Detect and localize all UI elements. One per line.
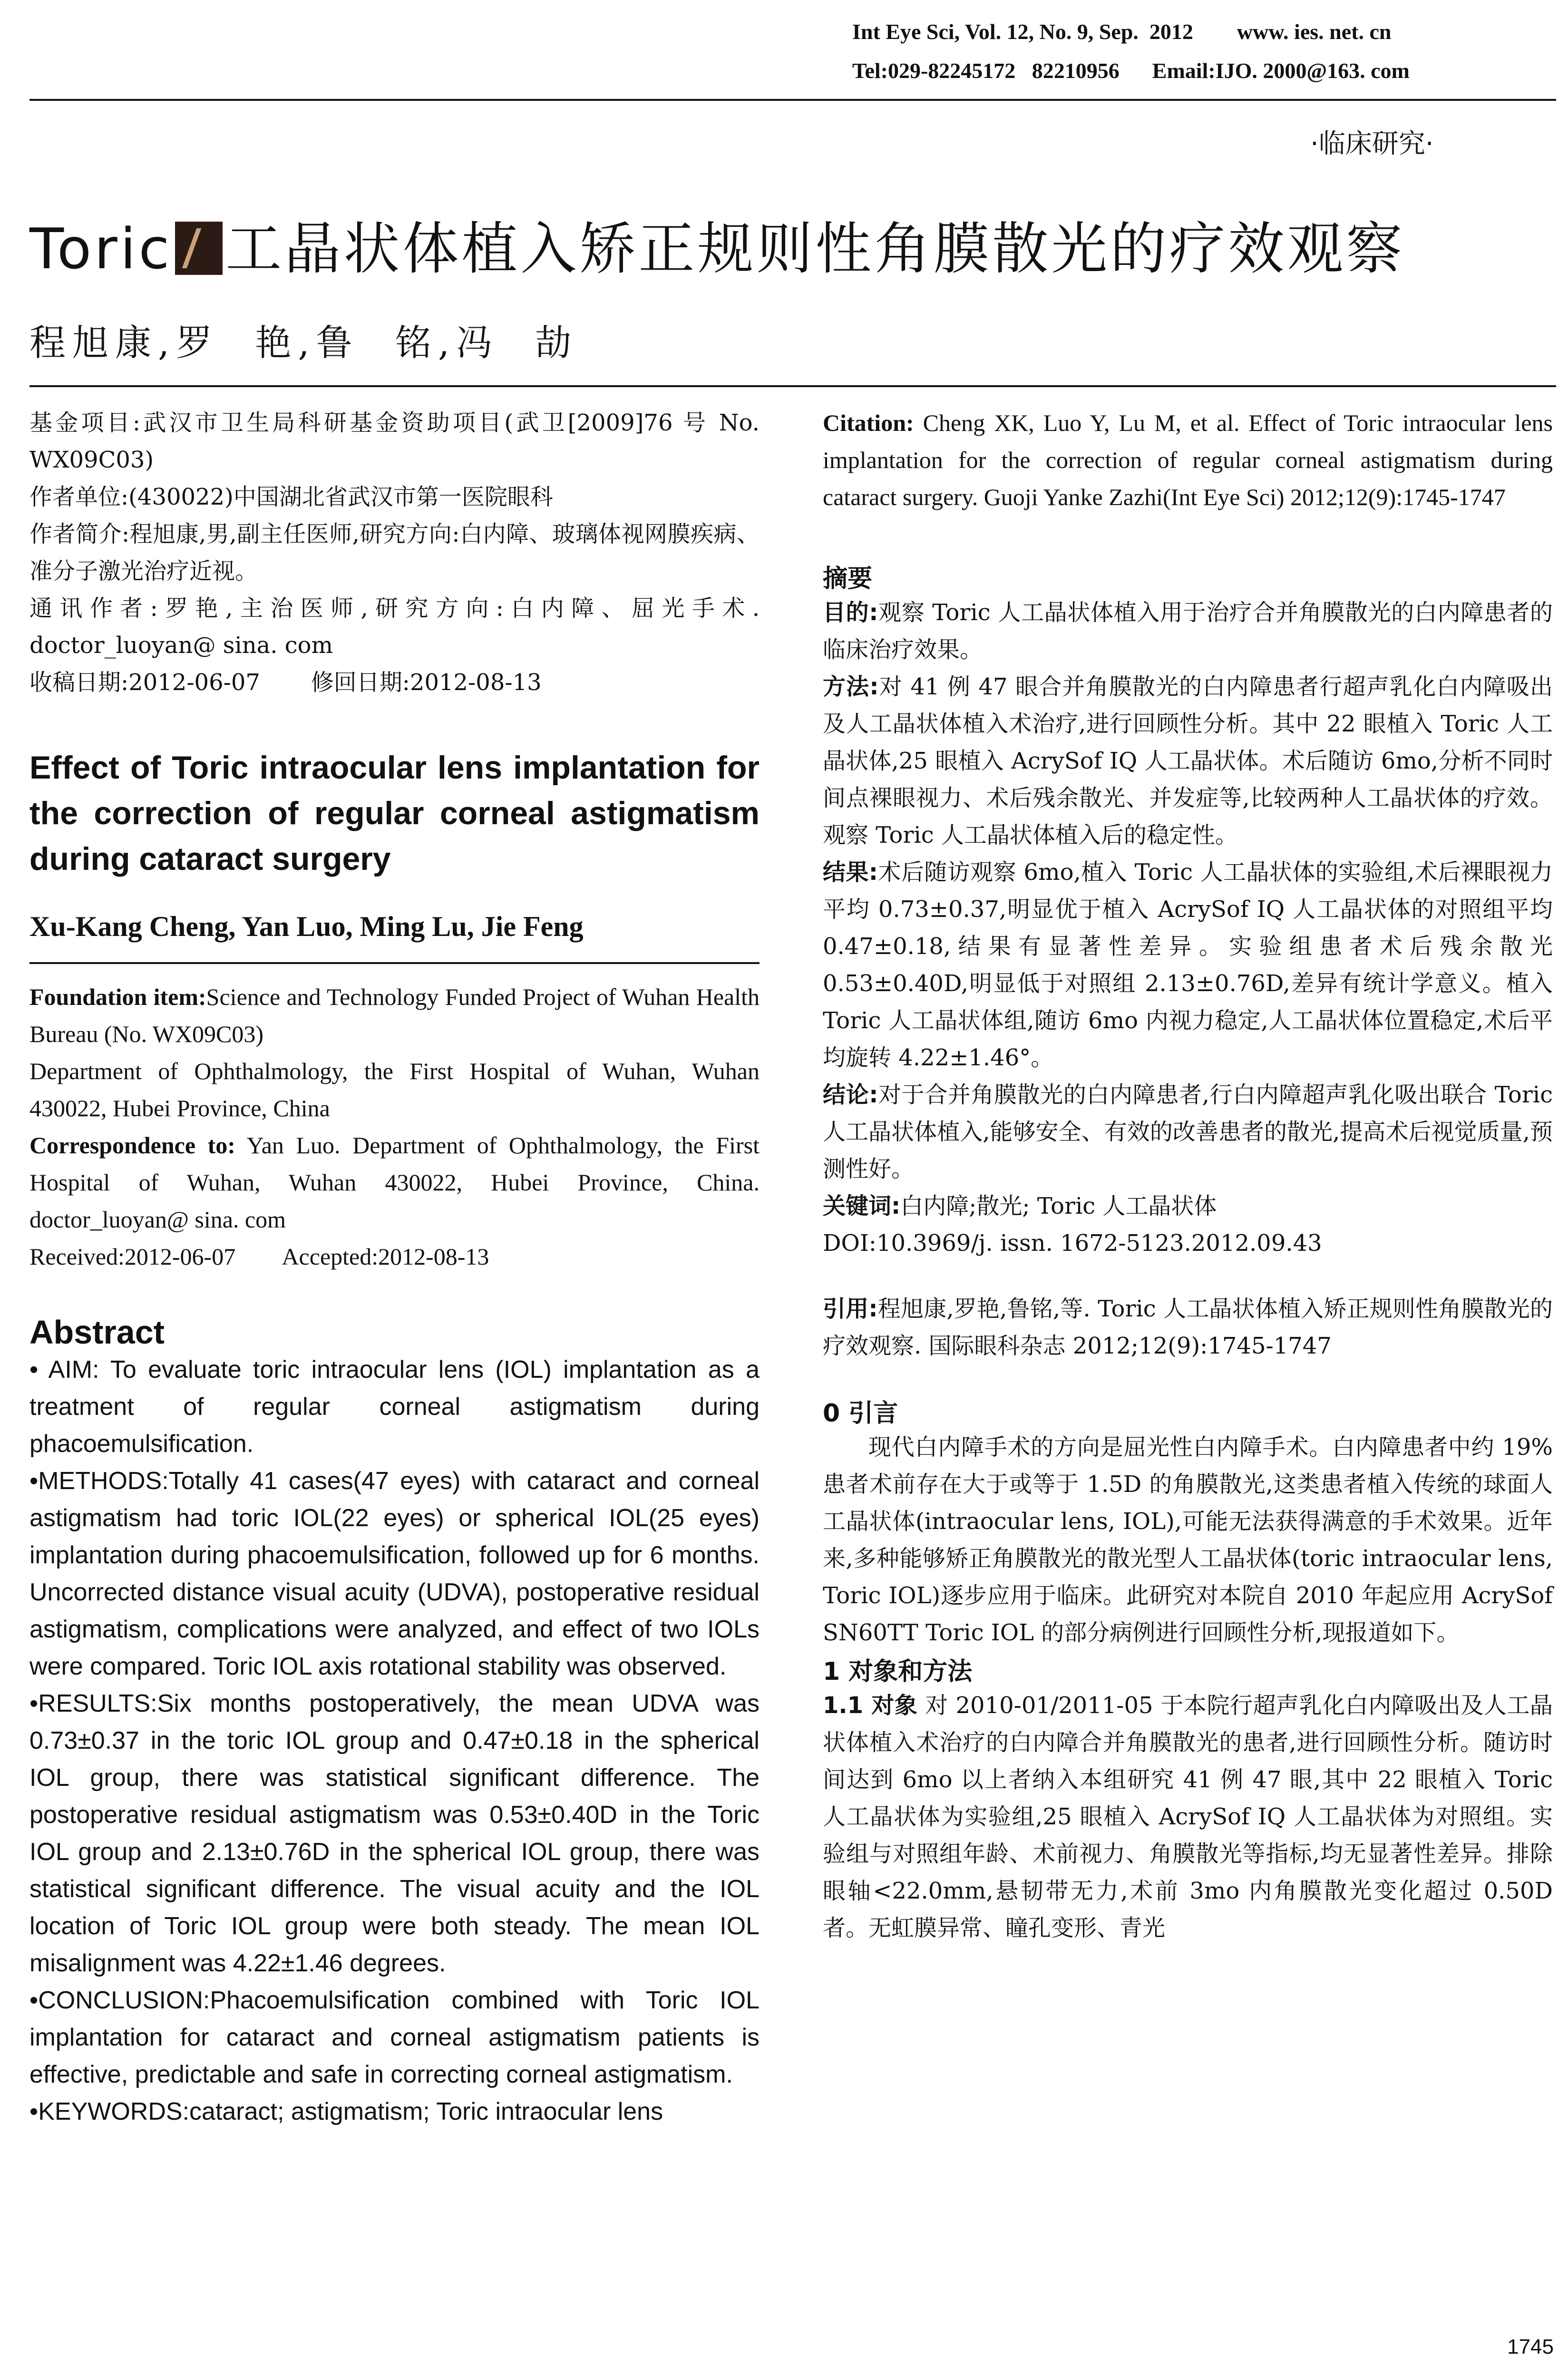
header-rule — [29, 99, 1556, 101]
doi: DOI:10.3969/j. issn. 1672-5123.2012.09.43 — [823, 1230, 1322, 1257]
abstract-keywords: •KEYWORDS:cataract; astigmatism; Toric intraocular lens — [29, 2098, 663, 2125]
received-accepted: Received:2012-06-07 Accepted:2012-08-13 — [29, 1243, 489, 1270]
left-column — [29, 404, 760, 2130]
section-label: ·临床研究· — [1310, 128, 1434, 159]
abstract-heading: Abstract — [29, 1314, 165, 1351]
fund-info: 基金项目:武汉市卫生局科研基金资助项目(武卫[2009]76 号 No. WX09C03) — [29, 409, 760, 473]
english-title: Effect of Toric intraocular lens implantation for the correction of regular corneal astigmatism during cataract surgery — [29, 750, 760, 877]
article-title — [29, 204, 1405, 284]
right-column — [823, 404, 1553, 1947]
dates-cn: 收稿日期:2012-06-07 修回日期:2012-08-13 — [29, 669, 542, 696]
title-rest: 工晶状体植入矫正规则性角膜散光的疗效观察 — [225, 216, 1405, 282]
journal-info-line: Int Eye Sci, Vol. 12, No. 9, Sep. 2012 www. ies. net. cn — [852, 19, 1392, 44]
foundation-item: Foundation item:Science and Technology Funded Project of Wuhan Health Bureau (No. WX09C03) — [29, 984, 760, 1047]
abstract-cn-results: 结果:术后随访观察 6mo,植入 Toric 人工晶状体的实验组,术后裸眼视力平均 0.73±0.37,明显优于植入 AcrySof IQ 人工晶状体的对照组平均 0.47±0.18,结果有显著性差异。实验组患者术后残余散光 0.53±0.40D,明显低于对照组 2.13±0.76D,差异有统计学意义。植入 Toric 人工晶状体组,随访 6mo 内视力稳定,人工晶状体位置稳定,术后平均旋转 4.22±1.46°。 — [823, 859, 1553, 1071]
intro-paragraph: 现代白内障手术的方向是屈光性白内障手术。白内障患者中约 19% 患者术前存在大于或等于 1.5D 的角膜散光,这类患者植入传统的球面人工晶状体(intraocular lens, IOL),可能无法获得满意的手术效果。近年来,多种能够矫正角膜散光的散光型人工晶状体(toric intraocular lens, Toric IOL)逐步应用于临床。此研究对本院自 2010 年起应用 AcrySof SN60TT Toric IOL 的部分病例进行回顾性分析,现报道如下。 — [823, 1434, 1553, 1646]
citation: Citation: Cheng XK, Luo Y, Lu M, et al. Effect of Toric intraocular lens implantation for the correction of regular corneal astigmatism during cataract surgery. Guoji Yanke Zazhi(Int Eye Sci) 2012;12(9):1745-1747 — [823, 409, 1553, 510]
english-authors: Xu-Kang Cheng, Yan Luo, Ming Lu, Jie Feng — [29, 911, 584, 942]
abstract-conclusion: •CONCLUSION:Phacoemulsification combined with Toric IOL implantation for cataract and corneal astigmatism patients is effective, predictable and safe in correcting corneal astigmatism. — [29, 1987, 760, 2088]
abstract-cn-conclusion: 结论:对于合并角膜散光的白内障患者,行白内障超声乳化吸出联合 Toric 人工晶状体植入,能够安全、有效的改善患者的散光,提高术后视觉质量,预测性好。 — [823, 1081, 1553, 1182]
abstract-cn-heading: 摘要 — [823, 565, 873, 593]
subjects-paragraph: 1.1 对象 对 2010-01/2011-05 于本院行超声乳化白内障吸出及人工晶状体植入术治疗的白内障合并角膜散光的患者,进行回顾性分析。随访时间达到 6mo 以上者纳入本组研究 41 例 47 眼,其中 22 眼植入 Toric 人工晶状体为实验组,25 眼植入 AcrySof IQ 人工晶状体为对照组。实验组与对照组年龄、术前视力、角膜散光等指标,均无显著性差异。排除眼轴<22.0mm,悬韧带无力,术前 3mo 内角膜散光变化超过 0.50D 者。无虹膜异常、瞳孔变形、青光 — [823, 1692, 1553, 1941]
correspondence-cn: 通讯作者:罗艳,主治医师,研究方向:白内障、屈光手术. doctor_luoyan@ sina. com — [29, 595, 760, 659]
author-bio: 作者简介:程旭康,男,副主任医师,研究方向:白内障、玻璃体视网膜疾病、准分子激光治疗近视。 — [29, 521, 760, 585]
keywords-cn: 关键词:白内障;散光; Toric 人工晶状体 — [823, 1193, 1217, 1219]
authors-chinese: 程旭康,罗 艳,鲁 铭,冯 劼 — [29, 321, 578, 364]
abstract-cn-methods: 方法:对 41 例 47 眼合并角膜散光的白内障患者行超声乳化白内障吸出及人工晶状体植入术治疗,进行回顾性分析。其中 22 眼植入 Toric 人工晶状体,25 眼植入 AcrySof IQ 人工晶状体。术后随访 6mo,分析不同时间点裸眼视力、术后残余散光、并发症等,比较两种人工晶状体的疗效。观察 Toric 人工晶状体植入后的稳定性。 — [823, 673, 1553, 848]
title-rule — [29, 385, 1556, 387]
affiliation-cn: 作者单位:(430022)中国湖北省武汉市第一医院眼科 — [29, 484, 553, 510]
page-number: 1745 — [1507, 2335, 1554, 2358]
abstract-results: •RESULTS:Six months postoperatively, the mean UDVA was 0.73±0.37 in the toric IOL group and 0.47±0.18 in the spherical IOL group, there was statistical significant difference. The postoperative residual astigmatism was 0.53±0.40D in the Toric IOL group and 2.13±0.76D in the spherical IOL group, there was statistical significant difference. The visual acuity and the IOL location of Toric IOL group were both steady. The mean IOL misalignment was 4.22±1.46 degrees. — [29, 1690, 760, 1977]
journal-contact-line: Tel:029-82245172 82210956 Email:IJO. 2000@163. com — [852, 58, 1410, 83]
correspondence-en: Correspondence to: Yan Luo. Department of Ophthalmology, the First Hospital of Wuhan, Wuhan 430022, Hubei Province, China. doctor_luoyan@ sina. com — [29, 1132, 760, 1233]
methods-heading: 1 对象和方法 — [823, 1657, 973, 1686]
ren-character-image — [175, 222, 223, 275]
cite-cn: 引用:程旭康,罗艳,鲁铭,等. Toric 人工晶状体植入矫正规则性角膜散光的疗效观察. 国际眼科杂志 2012;12(9):1745-1747 — [823, 1296, 1553, 1359]
department-en: Department of Ophthalmology, the First Hospital of Wuhan, Wuhan 430022, Hubei Province, China — [29, 1058, 760, 1121]
authors-rule — [29, 962, 760, 964]
abstract-methods: •METHODS:Totally 41 cases(47 eyes) with cataract and corneal astigmatism had toric IOL(22 eyes) or spherical IOL(25 eyes) implantation during phacoemulsification, followed up for 6 months. Uncorrected distance visual acuity (UDVA), postoperative residual astigmatism, complications were analyzed, and effect of two IOLs were compared. Toric IOL axis rotational stability was observed. — [29, 1467, 760, 1680]
abstract-cn-aim: 目的:观察 Toric 人工晶状体植入用于治疗合并角膜散光的白内障患者的临床治疗效果。 — [823, 599, 1553, 663]
title-prefix: Toric — [29, 216, 173, 282]
abstract-aim: • AIM: To evaluate toric intraocular lens (IOL) implantation as a treatment of regular corneal astigmatism during phacoemulsification. — [29, 1356, 760, 1458]
intro-heading: 0 引言 — [823, 1399, 898, 1428]
